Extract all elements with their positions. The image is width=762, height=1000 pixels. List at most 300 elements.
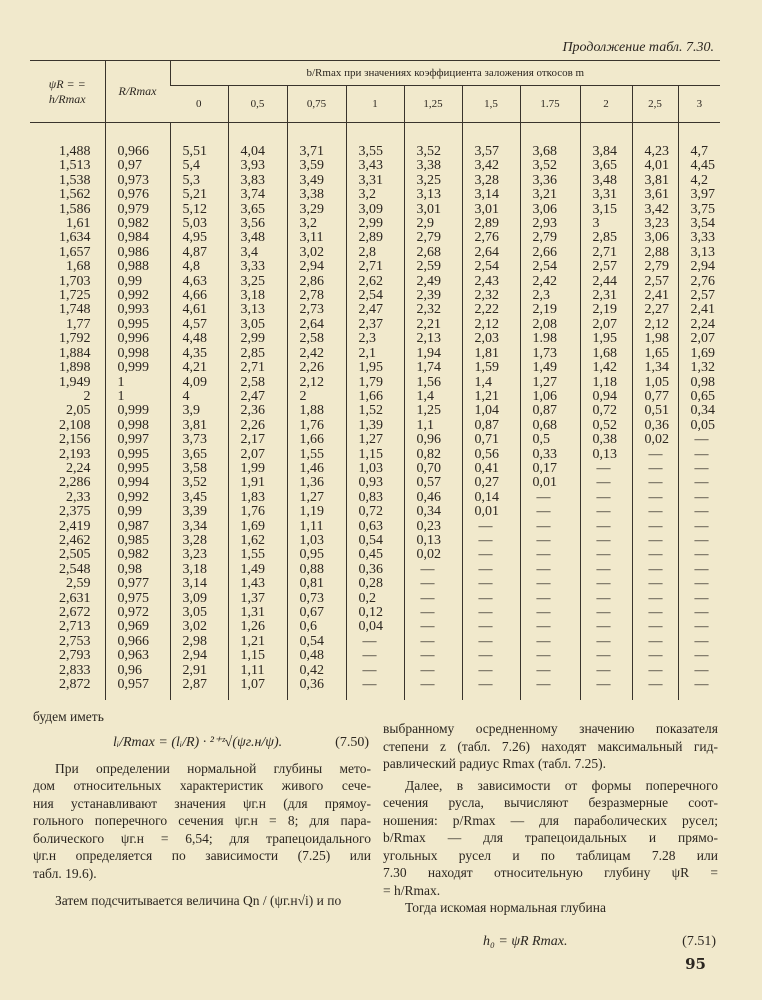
table-cell: 3,84 bbox=[580, 123, 632, 160]
table-cell: 2,631 bbox=[59, 590, 91, 606]
table-cell: 1,05 bbox=[632, 376, 678, 390]
table-cell: 1,06 bbox=[520, 390, 580, 404]
table-cell: 1,884 bbox=[59, 345, 91, 361]
table-cell: — bbox=[520, 548, 580, 562]
table-cell: 0,70 bbox=[404, 462, 462, 476]
table-cell: 2,41 bbox=[632, 289, 678, 303]
table-cell: 2,94 bbox=[287, 260, 346, 274]
table-cell: 0,982 bbox=[105, 548, 170, 562]
table-cell: — bbox=[462, 678, 520, 700]
table-cell: 5,51 bbox=[170, 123, 228, 160]
table-cell: 4,63 bbox=[170, 275, 228, 289]
table-cell: 1,748 bbox=[59, 302, 91, 318]
table-cell: 3,13 bbox=[678, 246, 720, 260]
table-cell: 2,76 bbox=[462, 231, 520, 245]
table-cell: 1,11 bbox=[287, 520, 346, 534]
table-cell: 3,21 bbox=[520, 188, 580, 202]
table-row bbox=[30, 664, 720, 678]
table-cell: 0,57 bbox=[404, 476, 462, 490]
paragraph-continued bbox=[383, 720, 718, 773]
table-cell: — bbox=[404, 635, 462, 649]
table-cell: 0,82 bbox=[404, 448, 462, 462]
table-cell: 1,15 bbox=[346, 448, 404, 462]
table-row bbox=[30, 649, 720, 663]
table-cell: 1 bbox=[105, 376, 170, 390]
table-cell: 1,34 bbox=[632, 361, 678, 375]
table-cell: 3,42 bbox=[462, 159, 520, 173]
table-cell: 1,25 bbox=[404, 404, 462, 418]
table-cell: 1,4 bbox=[404, 390, 462, 404]
table-cell: 1,949 bbox=[59, 374, 91, 390]
table-cell: 2,87 bbox=[170, 678, 228, 700]
table-cell: 3,83 bbox=[228, 174, 287, 188]
table-cell: 4,23 bbox=[632, 123, 678, 160]
table-cell: 3,28 bbox=[170, 534, 228, 548]
table-cell: 2,54 bbox=[346, 289, 404, 303]
table-cell: 4,87 bbox=[170, 246, 228, 260]
table-row bbox=[30, 123, 720, 160]
table-cell: 2,58 bbox=[287, 332, 346, 346]
text-line: степени z (табл. 7.26) находят максимальный гид- bbox=[383, 738, 718, 754]
table-cell: 2,1 bbox=[346, 347, 404, 361]
table-cell: 2,79 bbox=[632, 260, 678, 274]
text-line: табл. 19.6). bbox=[33, 865, 97, 881]
table-cell: 0,02 bbox=[632, 433, 678, 447]
table-cell: 2,37 bbox=[346, 318, 404, 332]
text-line: сечения русла, вычисляют безразмерные соот- bbox=[383, 795, 718, 810]
table-cell: — bbox=[346, 664, 404, 678]
table-cell: 2,31 bbox=[580, 289, 632, 303]
table-cell: 4,95 bbox=[170, 231, 228, 245]
table-cell: — bbox=[462, 520, 520, 534]
table-cell: — bbox=[632, 592, 678, 606]
table-cell: 0,94 bbox=[580, 390, 632, 404]
table-row bbox=[30, 476, 720, 490]
table-cell: 0,96 bbox=[105, 664, 170, 678]
table-cell: 0,81 bbox=[287, 577, 346, 591]
table-cell: 1,55 bbox=[287, 448, 346, 462]
table-cell: 1,91 bbox=[228, 476, 287, 490]
table-cell: — bbox=[580, 491, 632, 505]
text-line: = h/Rmax. bbox=[383, 882, 441, 898]
table-cell: 0,999 bbox=[105, 404, 170, 418]
table-cell: 0,99 bbox=[105, 275, 170, 289]
table-cell: 3,54 bbox=[678, 217, 720, 231]
table-cell: 1,703 bbox=[59, 273, 91, 289]
table-cell: 2,833 bbox=[59, 662, 91, 678]
table-cell: 3,06 bbox=[520, 203, 580, 217]
table-cell: — bbox=[580, 606, 632, 620]
table-cell: 0,95 bbox=[287, 548, 346, 562]
table-cell: 0,63 bbox=[346, 520, 404, 534]
table-cell: — bbox=[462, 548, 520, 562]
table-row bbox=[30, 577, 720, 591]
table-cell: 3,36 bbox=[520, 174, 580, 188]
table-cell: 3,01 bbox=[404, 203, 462, 217]
table-caption: Продолжение табл. 7.30. bbox=[562, 40, 714, 55]
text-line: b/Rmax — для трапецоидальных и прямо- bbox=[383, 830, 718, 845]
table-cell: — bbox=[520, 606, 580, 620]
table-cell: 3,68 bbox=[520, 123, 580, 160]
table-cell: 1,95 bbox=[346, 361, 404, 375]
equation-number-7-51: (7.51) bbox=[682, 933, 716, 949]
table-cell: 2,93 bbox=[520, 217, 580, 231]
table-cell: — bbox=[404, 664, 462, 678]
table-cell: 2,672 bbox=[59, 605, 91, 620]
table-cell: 3,93 bbox=[228, 159, 287, 173]
table-cell: — bbox=[678, 448, 720, 462]
table-cell: 3,23 bbox=[170, 548, 228, 562]
table-cell: — bbox=[520, 520, 580, 534]
table-cell: 2,42 bbox=[287, 347, 346, 361]
table-cell: 3,4 bbox=[228, 246, 287, 260]
table-cell: 0,93 bbox=[346, 476, 404, 490]
table-cell: 0,02 bbox=[404, 548, 462, 562]
table-cell: 2,71 bbox=[580, 246, 632, 260]
table-row bbox=[30, 159, 720, 173]
table-cell: 2,03 bbox=[462, 332, 520, 346]
table-cell: 1,65 bbox=[632, 347, 678, 361]
table-cell: 0,13 bbox=[404, 534, 462, 548]
table-cell: 2,54 bbox=[462, 260, 520, 274]
table-cell: 0,54 bbox=[287, 635, 346, 649]
table-cell: — bbox=[678, 520, 720, 534]
table-cell: 3,43 bbox=[346, 159, 404, 173]
table-cell: 1,11 bbox=[228, 664, 287, 678]
table-cell: 5,03 bbox=[170, 217, 228, 231]
table-row bbox=[30, 678, 720, 700]
table-row bbox=[30, 462, 720, 476]
table-cell: — bbox=[346, 635, 404, 649]
table-cell: — bbox=[404, 620, 462, 634]
table-row bbox=[30, 303, 720, 317]
table-cell: 0,5 bbox=[520, 433, 580, 447]
table-cell: 5,12 bbox=[170, 203, 228, 217]
header-m-9: 3 bbox=[678, 86, 720, 123]
table-cell: — bbox=[678, 649, 720, 663]
table-cell: — bbox=[632, 678, 678, 700]
table-cell: 0,14 bbox=[462, 491, 520, 505]
table-cell: 2,78 bbox=[287, 289, 346, 303]
table-cell: 3,75 bbox=[678, 203, 720, 217]
table-cell: 5,21 bbox=[170, 188, 228, 202]
table-cell: 1,98 bbox=[632, 332, 678, 346]
table-cell: 0,966 bbox=[105, 635, 170, 649]
table-cell: — bbox=[462, 635, 520, 649]
table-cell: 0,87 bbox=[462, 419, 520, 433]
table-cell: 0,17 bbox=[520, 462, 580, 476]
table-cell: 2,89 bbox=[346, 231, 404, 245]
table-cell: 0,976 bbox=[105, 188, 170, 202]
table-cell: 0,72 bbox=[580, 404, 632, 418]
table-cell: 3,81 bbox=[170, 419, 228, 433]
table-cell: 1,634 bbox=[59, 230, 91, 246]
table-cell: 1,07 bbox=[228, 678, 287, 700]
table-cell: 1,76 bbox=[228, 505, 287, 519]
table-cell: 2,99 bbox=[346, 217, 404, 231]
table-cell: 2,54 bbox=[520, 260, 580, 274]
table-cell: — bbox=[580, 548, 632, 562]
table-row bbox=[30, 188, 720, 202]
formula-7-50-text: lᵢ/Rmax = (lᵢ/R) · ²⁺ᶻ√(ψг.н/ψ). bbox=[113, 734, 283, 750]
table-cell: 1,4 bbox=[462, 376, 520, 390]
table-cell: 2,57 bbox=[678, 289, 720, 303]
table-cell: 1,62 bbox=[228, 534, 287, 548]
table-cell: — bbox=[580, 563, 632, 577]
table-cell: — bbox=[632, 520, 678, 534]
table-cell: 0,986 bbox=[105, 246, 170, 260]
table-cell: 3,33 bbox=[678, 231, 720, 245]
table-cell: — bbox=[678, 678, 720, 700]
table-cell: 2,73 bbox=[287, 303, 346, 317]
table-cell: 2,49 bbox=[404, 275, 462, 289]
table-cell: 0,71 bbox=[462, 433, 520, 447]
table-cell: — bbox=[520, 563, 580, 577]
table-cell: 0,999 bbox=[105, 361, 170, 375]
table-cell: 1,36 bbox=[287, 476, 346, 490]
table-cell: 3,09 bbox=[170, 592, 228, 606]
table-cell: 3,05 bbox=[170, 606, 228, 620]
text-line: ния устанавливают значения ψг.н (для прямоу- bbox=[33, 795, 371, 811]
table-cell: 0,966 bbox=[105, 123, 170, 160]
table-row bbox=[30, 419, 720, 433]
table-cell: 1,31 bbox=[228, 606, 287, 620]
table-cell: 1,74 bbox=[404, 361, 462, 375]
table-cell: 0,973 bbox=[105, 174, 170, 188]
table-cell: 3,18 bbox=[170, 563, 228, 577]
table-cell: 0,979 bbox=[105, 203, 170, 217]
table-cell: 2,156 bbox=[59, 432, 91, 448]
table-cell: 3,23 bbox=[632, 217, 678, 231]
table-cell: 2,57 bbox=[632, 275, 678, 289]
table-cell: 0,77 bbox=[632, 390, 678, 404]
paragraph-2: Затем подсчитывается величина Qn / (ψг.н√i) и по bbox=[55, 893, 342, 908]
table-cell: 3,09 bbox=[346, 203, 404, 217]
table-cell: 2,793 bbox=[59, 648, 91, 664]
table-cell: 4,21 bbox=[170, 361, 228, 375]
table-cell: 0,6 bbox=[287, 620, 346, 634]
table-cell: — bbox=[678, 620, 720, 634]
table-cell: — bbox=[632, 664, 678, 678]
table-cell: 2,66 bbox=[520, 246, 580, 260]
table-row bbox=[30, 548, 720, 562]
table-cell: 2,79 bbox=[404, 231, 462, 245]
table-cell: — bbox=[520, 577, 580, 591]
table-cell: 0,51 bbox=[632, 404, 678, 418]
table-cell: 1,03 bbox=[287, 534, 346, 548]
table-cell: 0,995 bbox=[105, 318, 170, 332]
table-cell: 1,19 bbox=[287, 505, 346, 519]
table-cell: 4,7 bbox=[678, 123, 720, 160]
table-cell: 4,66 bbox=[170, 289, 228, 303]
table-cell: 0,992 bbox=[105, 289, 170, 303]
table-cell: 2,07 bbox=[580, 318, 632, 332]
header-m-0: 0 bbox=[170, 86, 228, 123]
table-cell: 2,64 bbox=[287, 318, 346, 332]
table-cell: 0,988 bbox=[105, 260, 170, 274]
table-cell: 1,562 bbox=[59, 187, 91, 203]
table-cell: — bbox=[520, 534, 580, 548]
text-line: гольного поперечного сечения ψг.н = 8; для пара- bbox=[33, 813, 371, 828]
table-cell: 2,33 bbox=[66, 489, 91, 505]
table-cell: — bbox=[520, 678, 580, 700]
table-cell: — bbox=[678, 664, 720, 678]
table-cell: — bbox=[678, 563, 720, 577]
table-cell: — bbox=[580, 505, 632, 519]
table-row bbox=[30, 174, 720, 188]
table-cell: 2,12 bbox=[462, 318, 520, 332]
table-cell: 0,975 bbox=[105, 592, 170, 606]
table-cell: 3,2 bbox=[287, 217, 346, 231]
header-m-8: 2,5 bbox=[632, 86, 678, 123]
table-cell: 0,45 bbox=[346, 548, 404, 562]
table-row bbox=[30, 289, 720, 303]
table-cell: — bbox=[678, 491, 720, 505]
table-row bbox=[30, 347, 720, 361]
table-cell: — bbox=[632, 620, 678, 634]
table-cell: 3,65 bbox=[580, 159, 632, 173]
table-cell: 3,05 bbox=[228, 318, 287, 332]
table-cell: 3,48 bbox=[580, 174, 632, 188]
table-cell: — bbox=[632, 476, 678, 490]
table-row bbox=[30, 448, 720, 462]
table-cell: 3,57 bbox=[462, 123, 520, 160]
table-cell: — bbox=[678, 534, 720, 548]
table-cell: 0,982 bbox=[105, 217, 170, 231]
table-cell: 2,07 bbox=[228, 448, 287, 462]
table-cell: — bbox=[678, 505, 720, 519]
table-cell: 1,79 bbox=[346, 376, 404, 390]
table-cell: 1,73 bbox=[520, 347, 580, 361]
table-cell: 1,56 bbox=[404, 376, 462, 390]
table-cell: 1,69 bbox=[228, 520, 287, 534]
table-row bbox=[30, 260, 720, 274]
table-cell: — bbox=[462, 563, 520, 577]
table-cell: 0,41 bbox=[462, 462, 520, 476]
table-cell: 2,462 bbox=[59, 532, 91, 548]
table-cell: 2,88 bbox=[632, 246, 678, 260]
table-cell: — bbox=[520, 620, 580, 634]
table-cell: 1,68 bbox=[66, 259, 91, 275]
table-cell: 1,586 bbox=[59, 201, 91, 217]
table-cell: 0,28 bbox=[346, 577, 404, 591]
table-row bbox=[30, 563, 720, 577]
table-cell: — bbox=[678, 577, 720, 591]
table-cell: — bbox=[520, 664, 580, 678]
table-cell: — bbox=[632, 505, 678, 519]
table-cell: — bbox=[580, 649, 632, 663]
table-cell: 2 bbox=[287, 390, 346, 404]
table-cell: — bbox=[404, 649, 462, 663]
table-cell: 0,997 bbox=[105, 433, 170, 447]
table-cell: 1,46 bbox=[287, 462, 346, 476]
table-cell: 3 bbox=[580, 217, 632, 231]
table-cell: 3,52 bbox=[404, 123, 462, 160]
table-cell: 0,01 bbox=[462, 505, 520, 519]
left-column bbox=[33, 708, 371, 910]
table-cell: 4,35 bbox=[170, 347, 228, 361]
table-cell: 0,97 bbox=[105, 159, 170, 173]
table-cell: 2,98 bbox=[170, 635, 228, 649]
text-line: 7.30 находят относительную глубину ψR = bbox=[383, 865, 718, 880]
table-cell: — bbox=[632, 548, 678, 562]
table-cell: 2,24 bbox=[66, 460, 91, 476]
table-cell: 2,27 bbox=[632, 303, 678, 317]
table-cell: 0,99 bbox=[105, 505, 170, 519]
table-cell: 0,36 bbox=[632, 419, 678, 433]
table-cell: 3,13 bbox=[404, 188, 462, 202]
table-cell: 1,27 bbox=[520, 376, 580, 390]
table-cell: 1,43 bbox=[228, 577, 287, 591]
table-cell: 3,81 bbox=[632, 174, 678, 188]
table-cell: 2,68 bbox=[404, 246, 462, 260]
table-cell: 1,1 bbox=[404, 419, 462, 433]
paragraph-depth: Тогда искомая нормальная глубина bbox=[405, 900, 606, 915]
formula-7-50 bbox=[33, 726, 371, 760]
table-cell: 3,55 bbox=[346, 123, 404, 160]
table-cell: — bbox=[520, 649, 580, 663]
table-cell: 1,898 bbox=[59, 360, 91, 376]
table-cell: — bbox=[580, 577, 632, 591]
header-m-1: 0,5 bbox=[228, 86, 287, 123]
intro-text: будем иметь bbox=[33, 709, 104, 724]
table-cell: — bbox=[678, 592, 720, 606]
table-row bbox=[30, 433, 720, 447]
table-cell: 0,73 bbox=[287, 592, 346, 606]
table-cell: 1,18 bbox=[580, 376, 632, 390]
table-cell: — bbox=[580, 476, 632, 490]
table-cell: — bbox=[632, 635, 678, 649]
table-cell: — bbox=[580, 520, 632, 534]
table-cell: 0,994 bbox=[105, 476, 170, 490]
table-cell: 2,3 bbox=[346, 332, 404, 346]
table-cell: 4,01 bbox=[632, 159, 678, 173]
table-row bbox=[30, 491, 720, 505]
table-cell: 3,11 bbox=[287, 231, 346, 245]
table-cell: 0,957 bbox=[105, 678, 170, 700]
table-cell: 2,419 bbox=[59, 518, 91, 534]
table-cell: 0,46 bbox=[404, 491, 462, 505]
text-line: равлический радиус Rmax (табл. 7.25). bbox=[383, 756, 607, 771]
table-cell: 3,06 bbox=[632, 231, 678, 245]
table-cell: 2,94 bbox=[170, 649, 228, 663]
data-table bbox=[30, 60, 720, 700]
table-cell: 3,18 bbox=[228, 289, 287, 303]
table-cell: — bbox=[404, 678, 462, 700]
table-cell: 5,4 bbox=[170, 159, 228, 173]
table-cell: 3,02 bbox=[287, 246, 346, 260]
table-cell: 0,998 bbox=[105, 347, 170, 361]
paragraph-1 bbox=[33, 760, 371, 883]
table-cell: 2,76 bbox=[678, 275, 720, 289]
table-cell: 4,2 bbox=[678, 174, 720, 188]
table-cell: 2,8 bbox=[346, 246, 404, 260]
table-cell: 4,45 bbox=[678, 159, 720, 173]
table-cell: 2,91 bbox=[170, 664, 228, 678]
table-cell: 1,61 bbox=[66, 216, 91, 232]
table-cell: 3,97 bbox=[678, 188, 720, 202]
table-cell: 1,55 bbox=[228, 548, 287, 562]
table-cell: 2,64 bbox=[462, 246, 520, 260]
table-cell: — bbox=[520, 592, 580, 606]
table-cell: 1,76 bbox=[287, 419, 346, 433]
table-cell: 1,52 bbox=[346, 404, 404, 418]
table-cell: 2,24 bbox=[678, 318, 720, 332]
table-cell: — bbox=[520, 505, 580, 519]
table-cell: 2,36 bbox=[228, 404, 287, 418]
table-cell: 0,72 bbox=[346, 505, 404, 519]
table-cell: 3,31 bbox=[346, 174, 404, 188]
